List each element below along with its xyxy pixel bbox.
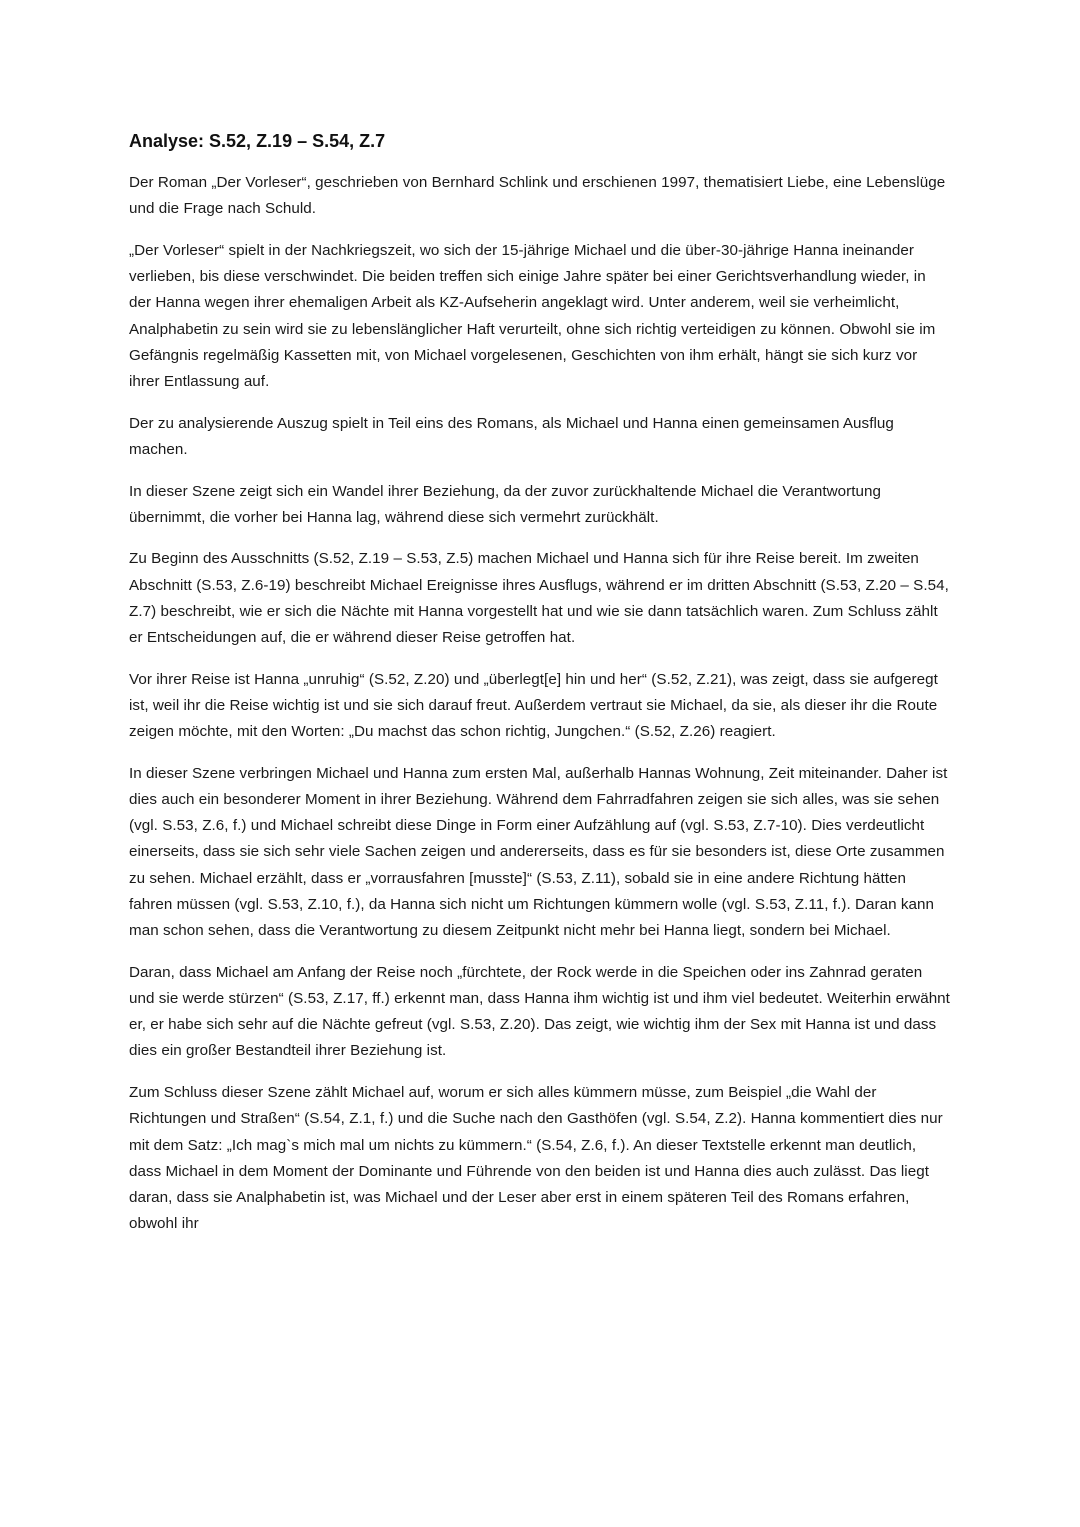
document-title: Analyse: S.52, Z.19 – S.54, Z.7 [129,131,386,151]
document-page [129,128,951,1253]
paragraph-context: Der zu analysierende Auszug spielt in Teil eins des Romans, als Michael und Hanna einen gemeinsamen Ausflug machen. [129,414,894,458]
paragraph-analysis-1: Vor ihrer Reise ist Hanna „unruhig“ (S.52, Z.20) und „überlegt[e] hin und her“ (S.52, Z.21), was zeigt, dass sie aufgeregt ist, weil ihr die Reise wichtig ist und sie sich darauf freut. Außerdem vertraut sie Michael, da sie, als dieser ihr die Route zeigen möchte, mit den Worten: „Du machst das schon richtig, Jungchen.“ (S.52, Z.26) reagiert. [129,670,938,741]
paragraph-summary: „Der Vorleser“ spielt in der Nachkriegszeit, wo sich der 15-jährige Michael und die über-30-jährige Hanna ineinander verlieben, bis diese verschwindet. Die beiden treffen sich einige Jahre später bei einer Gerichtsverhandlung wieder, in der Hanna wegen ihrer ehemaligen Arbeit als KZ-Aufseherin angeklagt wird. Unter anderem, weil sie verheimlicht, Analphabetin zu sein wird sie zu lebenslänglicher Haft verurteilt, ohne sich richtig verteidigen zu können. Obwohl sie im Gefängnis regelmäßig Kassetten mit, von Michael vorgelesenen, Geschichten von ihm erhält, hängt sie sich kurz vor ihrer Entlassung auf. [129,241,936,390]
paragraph-analysis-4: Zum Schluss dieser Szene zählt Michael auf, worum er sich alles kümmern müsse, zum Beispiel „die Wahl der Richtungen und Straßen“ (S.54, Z.1, f.) und die Suche nach den Gasthöfen (vgl. S.54, Z.2). Hanna kommentiert dies nur mit dem Satz: „Ich mag`s mich mal um nichts zu kümmern.“ (S.54, Z.6, f.). An dieser Textstelle erkennt man deutlich, dass Michael in dem Moment der Dominante und Führende von den beiden ist und Hanna dies auch zulässt. Das liegt daran, dass sie Analphabetin ist, was Michael und der Leser aber erst in einem späteren Teil des Romans erfahren, obwohl ihr [129,1084,943,1233]
paragraph-analysis-3: Daran, dass Michael am Anfang der Reise noch „fürchtete, der Rock werde in die Speichen oder ins Zahnrad geraten und sie werde stürzen“ (S.53, Z.17, ff.) erkennt man, dass Hanna ihm wichtig ist und ihm viel bedeutet. Weiterhin erwähnt er, er habe sich sehr auf die Nächte gefreut (vgl. S.53, Z.20). Das zeigt, wie wichtig ihm der Sex mit Hanna ist und dass dies ein großer Bestandteil ihrer Beziehung ist. [129,963,950,1060]
paragraph-analysis-2: In dieser Szene verbringen Michael und Hanna zum ersten Mal, außerhalb Hannas Wohnung, Zeit miteinander. Daher ist dies auch ein besonderer Moment in ihrer Beziehung. Während dem Fahrradfahren zeigen sie sich alles, was sie sehen (vgl. S.53, Z.6, f.) und Michael schreibt diese Dinge in Form einer Aufzählung auf (vgl. S.53, Z.7-10). Dies verdeutlicht einerseits, dass sie sich sehr viele Sachen zeigen und andererseits, dass es für sie besonders ist, diese Orte zusammen zu sehen. Michael erzählt, dass er „vorrausfahren [musste]“ (S.53, Z.11), sobald sie in eine andere Richtung hätten fahren müssen (vgl. S.53, Z.10, f.), da Hanna sich nicht um Richtungen kümmern wolle (vgl. S.53, Z.11, f.). Daran kann man schon sehen, dass die Verantwortung zu diesem Zeitpunkt nicht mehr bei Hanna liegt, sondern bei Michael. [129,764,948,940]
paragraph-thesis: In dieser Szene zeigt sich ein Wandel ihrer Beziehung, da der zuvor zurückhaltende Michael die Verantwortung übernimmt, die vorher bei Hanna lag, während diese sich vermehrt zurückhält. [129,482,881,526]
paragraph-structure: Zu Beginn des Ausschnitts (S.52, Z.19 – S.53, Z.5) machen Michael und Hanna sich für ihre Reise bereit. Im zweiten Abschnitt (S.53, Z.6-19) beschreibt Michael Ereignisse ihres Ausflugs, während er im dritten Abschnitt (S.53, Z.20 – S.54, Z.7) beschreibt, wie er sich die Nächte mit Hanna vorgestellt hat und wie sie dann tatsächlich waren. Zum Schluss zählt er Entscheidungen auf, die er während dieser Reise getroffen hat. [129,550,949,647]
paragraph-intro: Der Roman „Der Vorleser“, geschrieben von Bernhard Schlink und erschienen 1997, thematisiert Liebe, eine Lebenslüge und die Frage nach Schuld. [129,174,946,218]
